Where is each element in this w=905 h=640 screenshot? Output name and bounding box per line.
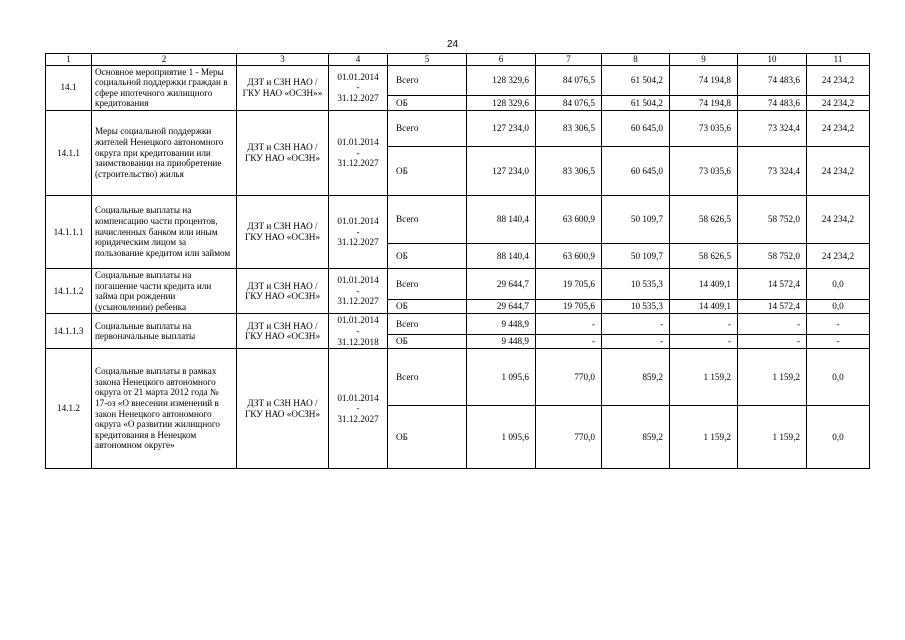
value-col-8: 61 504,2 [602, 96, 670, 110]
value-col-11: 0,0 [807, 406, 870, 469]
value-col-8: 60 645,0 [602, 146, 670, 195]
term-dash: - [356, 285, 360, 296]
value-col-6: 127 234,0 [467, 110, 536, 146]
value-col-7: 770,0 [536, 406, 602, 469]
value-col-8: 10 535,3 [602, 299, 670, 313]
value-col-7: 83 306,5 [536, 110, 602, 146]
value-col-9: 58 626,5 [670, 195, 738, 243]
value-col-11: 24 234,2 [807, 110, 870, 146]
value-col-8: 859,2 [602, 349, 670, 406]
header-cell: 4 [329, 54, 388, 66]
value-col-11: 0,0 [807, 268, 870, 299]
activity-term [329, 349, 388, 469]
header-cell: 10 [738, 54, 807, 66]
activity-executor: ДЗТ и СЗН НАО / ГКУ НАО «ОСЗН» [237, 110, 329, 195]
value-col-11: 0,0 [807, 299, 870, 313]
value-col-10: 14 572,4 [738, 299, 807, 313]
funding-source: ОБ [388, 406, 467, 469]
activity-code: 14.1.1.2 [46, 268, 92, 313]
table-row [46, 349, 870, 406]
header-cell: 5 [388, 54, 467, 66]
activity-term [329, 314, 388, 349]
funding-source: Всего [388, 314, 467, 334]
activity-term [329, 268, 388, 313]
value-col-10: 14 572,4 [738, 268, 807, 299]
value-col-11: - [807, 314, 870, 334]
value-col-11: 24 234,2 [807, 65, 870, 96]
header-cell: 3 [237, 54, 329, 66]
activity-executor: ДЗТ и СЗН НАО / ГКУ НАО «ОСЗН» [237, 195, 329, 268]
value-col-10: 1 159,2 [738, 349, 807, 406]
term-dash: - [356, 226, 360, 237]
value-col-9: 14 409,1 [670, 268, 738, 299]
value-col-6: 88 140,4 [467, 195, 536, 243]
value-col-9: - [670, 334, 738, 349]
value-col-10: 73 324,4 [738, 110, 807, 146]
funding-source: ОБ [388, 299, 467, 313]
activity-name: Социальные выплаты на первоначальные выплаты [92, 314, 237, 349]
activity-code: 14.1.1.1 [46, 195, 92, 268]
value-col-7: 770,0 [536, 349, 602, 406]
activity-code: 14.1.1.3 [46, 314, 92, 349]
term-end: 31.12.2027 [337, 413, 379, 424]
activity-term [329, 195, 388, 268]
value-col-7: 83 306,5 [536, 146, 602, 195]
header-cell: 1 [46, 54, 92, 66]
funding-source: Всего [388, 195, 467, 243]
value-col-9: 1 159,2 [670, 349, 738, 406]
activity-executor: ДЗТ и СЗН НАО / ГКУ НАО «ОСЗН» [237, 314, 329, 349]
activity-executor: ДЗТ и СЗН НАО / ГКУ НАО «ОСЗН» [237, 268, 329, 313]
value-col-11: - [807, 334, 870, 349]
activity-code: 14.1 [46, 65, 92, 110]
header-cell: 8 [602, 54, 670, 66]
funding-source: Всего [388, 110, 467, 146]
value-col-8: 10 535,3 [602, 268, 670, 299]
funding-source: ОБ [388, 96, 467, 110]
value-col-6: 1 095,6 [467, 349, 536, 406]
value-col-9: 1 159,2 [670, 406, 738, 469]
table-row [46, 65, 870, 96]
header-row [46, 54, 870, 66]
term-end: 31.12.2027 [337, 296, 379, 307]
value-col-6: 9 448,9 [467, 314, 536, 334]
term-start: 01.01.2014 [337, 392, 379, 403]
value-col-6: 128 329,6 [467, 96, 536, 110]
value-col-8: - [602, 334, 670, 349]
table-row [46, 110, 870, 146]
activity-term [329, 110, 388, 195]
value-col-6: 127 234,0 [467, 146, 536, 195]
term-dash: - [356, 147, 360, 158]
value-col-9: 73 035,6 [670, 146, 738, 195]
value-col-7: - [536, 334, 602, 349]
value-col-10: 74 483,6 [738, 96, 807, 110]
value-col-10: 74 483,6 [738, 65, 807, 96]
value-col-8: 61 504,2 [602, 65, 670, 96]
value-col-7: 84 076,5 [536, 96, 602, 110]
funding-source: ОБ [388, 334, 467, 349]
value-col-8: 60 645,0 [602, 110, 670, 146]
value-col-7: - [536, 314, 602, 334]
header-cell: 2 [92, 54, 237, 66]
value-col-6: 88 140,4 [467, 243, 536, 268]
value-col-11: 0,0 [807, 349, 870, 406]
activity-code: 14.1.1 [46, 110, 92, 195]
value-col-8: 859,2 [602, 406, 670, 469]
value-col-9: 74 194,8 [670, 96, 738, 110]
value-col-6: 1 095,6 [467, 406, 536, 469]
value-col-11: 24 234,2 [807, 146, 870, 195]
header-cell: 7 [536, 54, 602, 66]
value-col-7: 63 600,9 [536, 243, 602, 268]
funding-source: Всего [388, 65, 467, 96]
value-col-10: 73 324,4 [738, 146, 807, 195]
activity-name: Основное мероприятие 1 - Меры социальной поддержки граждан в сфере ипотечного жилищного кредитования [92, 65, 237, 110]
activity-executor: ДЗТ и СЗН НАО / ГКУ НАО «ОСЗН» [237, 349, 329, 469]
value-col-11: 24 234,2 [807, 243, 870, 268]
header-cell: 11 [807, 54, 870, 66]
value-col-6: 29 644,7 [467, 268, 536, 299]
activity-name: Социальные выплаты на компенсацию части процентов, начисленных банком или иным юридическим лицом за пользование кредитом или займом [92, 195, 237, 268]
term-end: 31.12.2027 [337, 93, 379, 104]
value-col-8: 50 109,7 [602, 195, 670, 243]
term-end: 31.12.2018 [337, 336, 379, 347]
funding-source: ОБ [388, 243, 467, 268]
program-table [45, 53, 870, 469]
value-col-11: 24 234,2 [807, 195, 870, 243]
value-col-7: 19 705,6 [536, 268, 602, 299]
value-col-6: 128 329,6 [467, 65, 536, 96]
value-col-7: 63 600,9 [536, 195, 602, 243]
term-dash: - [356, 403, 360, 414]
activity-executor: ДЗТ и СЗН НАО / ГКУ НАО «ОСЗН»» [237, 65, 329, 110]
funding-source: Всего [388, 268, 467, 299]
header-cell: 6 [467, 54, 536, 66]
value-col-10: 58 752,0 [738, 195, 807, 243]
value-col-7: 84 076,5 [536, 65, 602, 96]
table-row [46, 314, 870, 334]
term-start: 01.01.2014 [337, 137, 379, 148]
value-col-9: 73 035,6 [670, 110, 738, 146]
funding-source: Всего [388, 349, 467, 406]
value-col-9: - [670, 314, 738, 334]
page-number: 24 [446, 39, 459, 50]
value-col-9: 58 626,5 [670, 243, 738, 268]
term-start: 01.01.2014 [337, 315, 379, 326]
activity-name: Меры социальной поддержки жителей Ненецкого автономного округа при кредитовании или заимствовании на приобретение (строительство) жилья [92, 110, 237, 195]
term-dash: - [356, 82, 360, 93]
value-col-11: 24 234,2 [807, 96, 870, 110]
term-end: 31.12.2027 [337, 237, 379, 248]
value-col-9: 14 409,1 [670, 299, 738, 313]
value-col-10: - [738, 334, 807, 349]
header-cell: 9 [670, 54, 738, 66]
activity-code: 14.1.2 [46, 349, 92, 469]
value-col-6: 9 448,9 [467, 334, 536, 349]
value-col-9: 74 194,8 [670, 65, 738, 96]
term-start: 01.01.2014 [337, 216, 379, 227]
table-row [46, 268, 870, 299]
funding-source: ОБ [388, 146, 467, 195]
term-start: 01.01.2014 [337, 71, 379, 82]
table-row [46, 195, 870, 243]
term-dash: - [356, 325, 360, 336]
activity-name: Социальные выплаты в рамках закона Ненецкого автономного округа от 21 марта 2012 года № 17-оз «О внесении изменений в закон Ненецкого автономного округа «О развитии жилищного кредитования в Ненецком автономном округе» [92, 349, 237, 469]
activity-term [329, 65, 388, 110]
term-start: 01.01.2014 [337, 275, 379, 286]
value-col-10: - [738, 314, 807, 334]
value-col-10: 58 752,0 [738, 243, 807, 268]
value-col-6: 29 644,7 [467, 299, 536, 313]
activity-name: Социальные выплаты на погашение части кредита или займа при рождении (усыновлении) ребенка [92, 268, 237, 313]
value-col-10: 1 159,2 [738, 406, 807, 469]
value-col-8: - [602, 314, 670, 334]
value-col-8: 50 109,7 [602, 243, 670, 268]
term-end: 31.12.2027 [337, 158, 379, 169]
value-col-7: 19 705,6 [536, 299, 602, 313]
